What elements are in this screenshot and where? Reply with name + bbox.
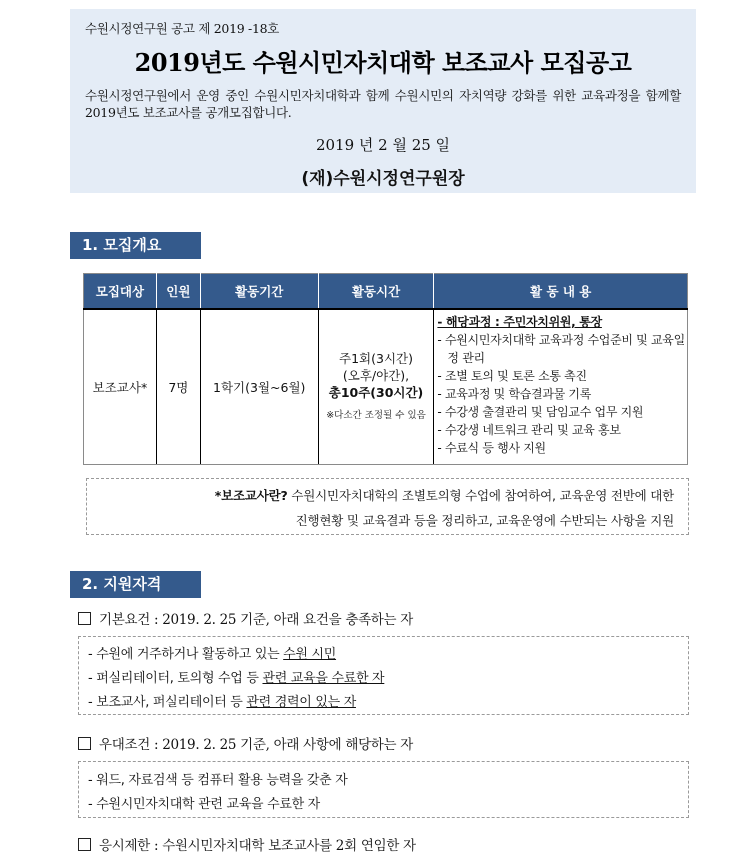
hours-time-of-day: (오후/야간), [342, 368, 410, 384]
notice-intro: 수원시정연구원에서 운영 중인 수원시민자치대학과 함께 수원시민의 자치역량 강화를 위한 교육과정을 함께할 2019년도 보조교사를 공개모집합니다. [85, 88, 681, 120]
application-restriction-label: 응시제한 : 수원시민자치대학 보조교사를 2회 연임한 자 [99, 838, 416, 854]
table-header-row [84, 274, 688, 309]
list-item [88, 667, 384, 686]
duty-item: - 조별 토의 및 토론 소통 촉진 [437, 368, 587, 383]
cell-count: 7명 [156, 309, 200, 465]
list-item [88, 691, 356, 710]
duty-item: - 수강생 출결관리 및 담임교수 업무 지원 [437, 404, 644, 419]
definition-line-2: 진행현황 및 교육결과 등을 정리하고, 교육운영에 수반되는 사항을 지원 [295, 513, 674, 528]
page-title: 2019년도 수원시민자치대학 보조교사 모집공고 [134, 48, 632, 77]
preferred-condition [78, 733, 413, 753]
list-item-text: - 보조교사, 퍼실리테이터 등 [88, 695, 247, 710]
checkbox-icon [78, 612, 91, 625]
hours-total: 총10주(30시간) [328, 385, 424, 401]
duty-item: - 수원시민자치대학 교육과정 수업준비 및 교육일정 관리 [437, 332, 685, 365]
checkbox-icon [78, 737, 91, 750]
definition-term: *보조교사란? [214, 488, 288, 503]
section-header-overview: 1. 모집개요 [70, 232, 201, 259]
cell-target: 보조교사* [84, 309, 157, 465]
section-header-qualifications: 2. 지원자격 [70, 571, 201, 598]
list-item-text: - 퍼실리테이터, 토의형 수업 등 [88, 671, 263, 686]
preferred-condition-box [78, 761, 689, 818]
list-item: - 수원시민자치대학 관련 교육을 수료한 자 [88, 797, 320, 812]
notice-date: 2019 년 2 월 25 일 [315, 136, 451, 154]
duty-item: - 교육과정 및 학습결과물 기록 [437, 386, 592, 401]
hours-note: ※다소간 조정될 수 있음 [326, 410, 426, 422]
table-row [84, 309, 688, 465]
definition-box [86, 478, 689, 535]
definition-text: 수원시민자치대학의 조별토의형 수업에 참여하여, 교육운영 전반에 대한 [287, 488, 674, 503]
notice-header [70, 9, 696, 193]
preferred-condition-label: 우대조건 : 2019. 2. 25 기준, 아래 사항에 해당하는 자 [99, 737, 414, 753]
duty-item: - 해당과정 : 주민자치위원, 통장 [437, 314, 602, 329]
column-header: 활동기간 [200, 274, 318, 309]
application-restriction [78, 834, 416, 854]
basic-requirement [78, 608, 413, 628]
basic-requirement-label: 기본요건 : 2019. 2. 25 기준, 아래 요건을 충족하는 자 [99, 612, 414, 628]
duty-list [437, 313, 685, 457]
list-item-emphasis: 관련 경력이 있는 자 [246, 695, 356, 710]
checkbox-icon [78, 838, 91, 851]
cell-period: 1학기(3월~6월) [200, 309, 318, 465]
notice-number: 수원시정연구원 공고 제 2019 -18호 [85, 21, 280, 36]
list-item-text: - 수원에 거주하거나 활동하고 있는 [88, 647, 284, 662]
column-header: 인원 [156, 274, 200, 309]
definition-line-1 [215, 486, 674, 504]
list-item: - 워드, 자료검색 등 컴퓨터 활용 능력을 갖춘 자 [88, 773, 348, 788]
duty-item: - 수강생 네트워크 관리 및 교육 홍보 [437, 422, 621, 437]
list-item-emphasis: 수원 시민 [283, 647, 337, 662]
cell-hours [318, 309, 434, 465]
notice-organization: (재)수원시정연구원장 [301, 169, 465, 189]
column-header: 모집대상 [84, 274, 157, 309]
list-item-emphasis: 관련 교육을 수료한 자 [262, 671, 385, 686]
column-header: 활 동 내 용 [434, 274, 688, 309]
hours-frequency: 주1회(3시간) [339, 351, 413, 367]
cell-duties [434, 309, 688, 465]
basic-requirement-box [78, 636, 689, 715]
recruitment-overview-table [83, 273, 688, 465]
list-item [88, 643, 336, 662]
duty-item: - 수료식 등 행사 지원 [437, 440, 546, 455]
column-header: 활동시간 [318, 274, 434, 309]
